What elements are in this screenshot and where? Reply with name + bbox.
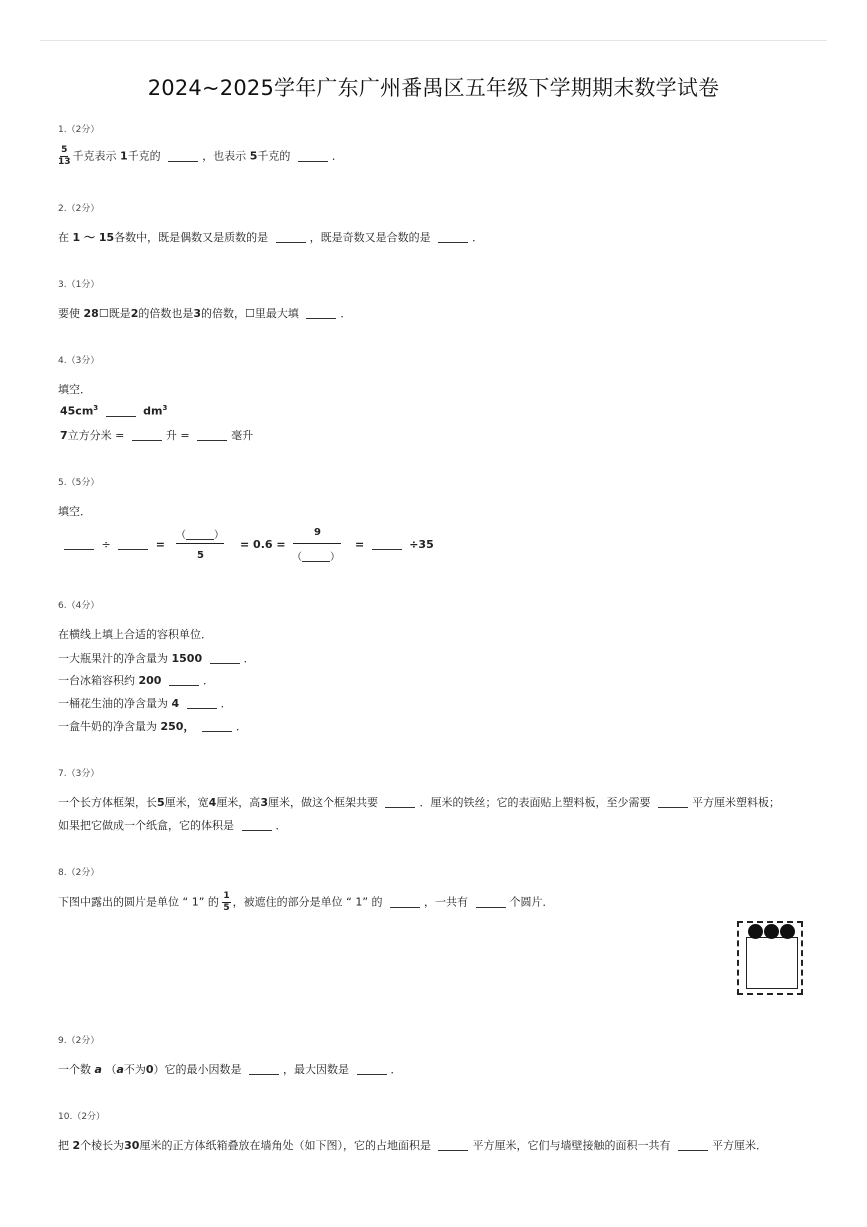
q5-eq-2: = bbox=[355, 538, 365, 551]
q2-blank-1[interactable] bbox=[276, 232, 306, 243]
q10-t3: 厘米的正方体纸箱叠放在墙角处（如下图），它的占地面积是 bbox=[139, 1139, 431, 1152]
q6-item-num: 200 bbox=[138, 674, 162, 687]
q10-t2: 个棱长为 bbox=[80, 1139, 125, 1152]
q3-box2: ☐ bbox=[245, 307, 255, 320]
q7-line-2 bbox=[58, 817, 287, 833]
q7-l1b: 厘米，宽 bbox=[164, 796, 209, 809]
q3-blank[interactable] bbox=[306, 308, 336, 319]
q2-blank-2[interactable] bbox=[438, 232, 468, 243]
q6-item bbox=[58, 650, 255, 666]
q9-t4: ）它的最小因数是 bbox=[153, 1063, 242, 1076]
q4-l1a: 45cm bbox=[60, 404, 94, 418]
circle-disc bbox=[780, 924, 795, 939]
q3-box: ☐ bbox=[98, 307, 109, 320]
q4-line-2 bbox=[60, 427, 253, 443]
q7-n1: 5 bbox=[157, 796, 165, 809]
q10-n1: 2 bbox=[72, 1139, 81, 1152]
q5-tail bbox=[355, 538, 434, 551]
q5-header: 5.（5分） bbox=[58, 478, 100, 488]
q8-text bbox=[58, 891, 554, 914]
q8-blank-1[interactable] bbox=[390, 897, 420, 908]
q6-blank-2[interactable] bbox=[169, 675, 199, 686]
q6-blank-3[interactable] bbox=[187, 698, 217, 709]
q9-t6: ． bbox=[390, 1063, 402, 1076]
q8-frac-den: 5 bbox=[223, 903, 230, 913]
q5-blank-2[interactable] bbox=[118, 539, 148, 550]
q1-blank-2[interactable] bbox=[298, 151, 328, 162]
q1-fraction bbox=[58, 145, 71, 168]
q6-intro: 在横线上填上合适的容积单位． bbox=[58, 628, 212, 641]
q4-l2b: 立方分米 = bbox=[67, 429, 125, 442]
q8-header: 8.（2分） bbox=[58, 868, 100, 878]
q6-item-end: ． bbox=[235, 720, 247, 733]
q10-blank-1[interactable] bbox=[438, 1140, 468, 1151]
q3-header: 3.（1分） bbox=[58, 280, 100, 290]
q7-l1d: 厘米，做这个框架共要 bbox=[267, 796, 378, 809]
q8-blank-2[interactable] bbox=[476, 897, 506, 908]
q3-t6: ． bbox=[340, 307, 352, 320]
q9-zero: 0 bbox=[145, 1063, 154, 1076]
q6-item bbox=[58, 695, 232, 711]
q2-header: 2.（2分） bbox=[58, 204, 100, 214]
q1-t4: 千克的 bbox=[257, 149, 291, 163]
q1-frac-den: 13 bbox=[58, 157, 71, 167]
q4-l1sup: 3 bbox=[93, 404, 99, 412]
q7-blank-3[interactable] bbox=[242, 820, 272, 831]
q3-t1: 要使 bbox=[58, 307, 80, 320]
q1-n2: 5 bbox=[249, 149, 258, 163]
q9-var-a: a bbox=[94, 1063, 102, 1076]
circle-disc bbox=[748, 924, 763, 939]
q7-n3: 3 bbox=[260, 796, 268, 809]
q3-n3: 3 bbox=[193, 307, 201, 320]
q7-l1a: 一个长方体框架，长 bbox=[58, 796, 157, 809]
q2-t1: 在 bbox=[58, 231, 69, 244]
q6-item-end: ． bbox=[243, 652, 255, 665]
q2-t2: 各数中，既是偶数又是质数的是 bbox=[114, 231, 269, 244]
q3-t5: 里最大填 bbox=[254, 307, 299, 320]
top-divider bbox=[40, 40, 827, 41]
q5-paren-l2: （ bbox=[292, 552, 302, 563]
q7-l1f: 平方厘米塑料板； bbox=[691, 796, 780, 809]
q9-var-a: a bbox=[116, 1063, 124, 1076]
q4-l1bsup: 3 bbox=[162, 404, 168, 412]
q8-cover-square bbox=[746, 937, 798, 989]
q9-t1: 一个数 bbox=[58, 1063, 91, 1076]
q4-l1b: dm bbox=[143, 404, 163, 418]
q6-item-text: 一桶花生油的净含量为 bbox=[58, 697, 168, 710]
q6-item-end: ． bbox=[220, 697, 232, 710]
q5-tail-text: ÷35 bbox=[409, 538, 434, 551]
q3-t2: 既是 bbox=[108, 307, 131, 320]
q5-paren-l: （ bbox=[176, 530, 186, 541]
q5-blank-1[interactable] bbox=[64, 539, 94, 550]
q4-blank-3[interactable] bbox=[197, 430, 227, 441]
q8-t1: 下图中露出的圆片是单位 “ 1” 的 bbox=[58, 895, 219, 909]
q5-intro: 填空． bbox=[58, 505, 91, 518]
page-title: 2024~2025学年广东广州番禺区五年级下学期期末数学试卷 bbox=[147, 76, 720, 100]
q6-item-text: 一盒牛奶的净含量为 bbox=[58, 720, 157, 733]
q6-item-end: ． bbox=[202, 674, 214, 687]
q10-blank-2[interactable] bbox=[678, 1140, 708, 1151]
q5-frac1-top bbox=[176, 526, 224, 541]
q6-item bbox=[58, 672, 214, 688]
q8-figure bbox=[737, 921, 803, 995]
q9-t2: （ bbox=[105, 1063, 117, 1076]
q5-div: ÷ bbox=[101, 538, 111, 551]
q4-l2d: 毫升 bbox=[231, 429, 254, 442]
q3-num: 28 bbox=[83, 307, 99, 320]
q4-line-1 bbox=[60, 404, 167, 418]
q2-t3: ，既是奇数又是合数的是 bbox=[309, 231, 431, 244]
q9-t3: 不为 bbox=[123, 1063, 146, 1076]
q6-item-text: 一台冰箱容积约 bbox=[58, 674, 135, 687]
q4-blank-2[interactable] bbox=[132, 430, 162, 441]
q10-text bbox=[58, 1137, 767, 1153]
q5-blank-4[interactable] bbox=[302, 551, 330, 562]
q5-blank-3[interactable] bbox=[186, 529, 214, 540]
q8-t2: ，被遮住的部分是单位 “ 1” 的 bbox=[232, 895, 383, 909]
q7-l2a: 如果把它做成一个纸盒，它的体积是 bbox=[58, 819, 234, 832]
q4-l2a: 7 bbox=[60, 429, 68, 442]
q5-eq-1: = bbox=[155, 538, 165, 551]
q6-blank-1[interactable] bbox=[210, 653, 240, 664]
q10-n2: 30 bbox=[124, 1139, 140, 1152]
q1-t2: 千克的 bbox=[127, 149, 161, 163]
q7-n2: 4 bbox=[208, 796, 217, 809]
q7-l1c: 厘米，高 bbox=[216, 796, 261, 809]
q5-frac2-bar bbox=[293, 543, 341, 544]
q7-blank-2[interactable] bbox=[658, 797, 688, 808]
q8-t3: ，一共有 bbox=[424, 895, 469, 909]
q1-blank-1[interactable] bbox=[168, 151, 198, 162]
q4-l2c: 升 = bbox=[165, 429, 190, 442]
q8-fraction bbox=[222, 891, 230, 914]
q7-l1e: ．厘米的铁丝；它的表面贴上塑料板，至少需要 bbox=[419, 796, 651, 809]
q5-frac1-bar bbox=[176, 543, 224, 544]
q10-t1: 把 bbox=[58, 1139, 69, 1152]
q3-t3: 的倍数也是 bbox=[138, 307, 194, 320]
q6-item bbox=[58, 718, 247, 734]
q4-header: 4.（3分） bbox=[58, 356, 100, 366]
q4-blank-1[interactable] bbox=[106, 406, 136, 417]
q2-text bbox=[58, 229, 483, 245]
q10-header: 10.（2分） bbox=[58, 1112, 106, 1122]
q9-t5: ，最大因数是 bbox=[283, 1063, 350, 1076]
q7-blank-1[interactable] bbox=[385, 797, 415, 808]
q4-intro: 填空． bbox=[58, 383, 91, 396]
q6-item-num: 250， bbox=[160, 720, 195, 733]
q5-frac2-num: 9 bbox=[314, 527, 321, 538]
circle-disc bbox=[764, 924, 779, 939]
q7-header: 7.（3分） bbox=[58, 769, 100, 779]
q1-t3: ，也表示 bbox=[202, 149, 247, 163]
q5-paren-r: ） bbox=[214, 530, 224, 541]
q1-n1: 1 bbox=[120, 149, 128, 163]
q6-item-num: 4 bbox=[171, 697, 180, 710]
q9-blank-2[interactable] bbox=[357, 1064, 387, 1075]
q1-header: 1.（2分） bbox=[58, 125, 100, 135]
q5-blank-5[interactable] bbox=[372, 539, 402, 550]
q3-text bbox=[58, 305, 351, 321]
q9-blank-1[interactable] bbox=[249, 1064, 279, 1075]
q5-frac2-den bbox=[292, 548, 340, 563]
q3-n2: 2 bbox=[130, 307, 139, 320]
q5-frac1-den: 5 bbox=[197, 550, 204, 561]
q1-t1: 千克表示 bbox=[72, 149, 117, 163]
q2-range: 1 ～ 15 bbox=[72, 231, 115, 244]
q7-line-1 bbox=[58, 794, 780, 810]
q10-t4: 平方厘米，它们与墙壁接触的面积一共有 bbox=[472, 1139, 671, 1152]
q5-equation bbox=[60, 538, 165, 551]
q9-header: 9.（2分） bbox=[58, 1036, 100, 1046]
q9-text bbox=[58, 1061, 402, 1077]
q6-header: 6.（4分） bbox=[58, 601, 100, 611]
q5-mid: = 0.6 = bbox=[240, 538, 286, 551]
q5-paren-r2: ） bbox=[330, 552, 340, 563]
q8-frac-num: 1 bbox=[223, 891, 230, 901]
q8-t4: 个圆片． bbox=[509, 895, 554, 909]
q3-t4: 的倍数， bbox=[201, 307, 245, 320]
q1-text bbox=[58, 145, 343, 168]
q6-item-num: 1500 bbox=[171, 652, 203, 665]
q2-t4: ． bbox=[472, 231, 484, 244]
q10-t5: 平方厘米． bbox=[711, 1139, 767, 1152]
q1-t5: ． bbox=[331, 149, 343, 163]
q6-item-text: 一大瓶果汁的净含量为 bbox=[58, 652, 168, 665]
q7-l2b: ． bbox=[275, 819, 287, 832]
q1-frac-num: 5 bbox=[61, 145, 68, 155]
q6-blank-4[interactable] bbox=[202, 721, 232, 732]
